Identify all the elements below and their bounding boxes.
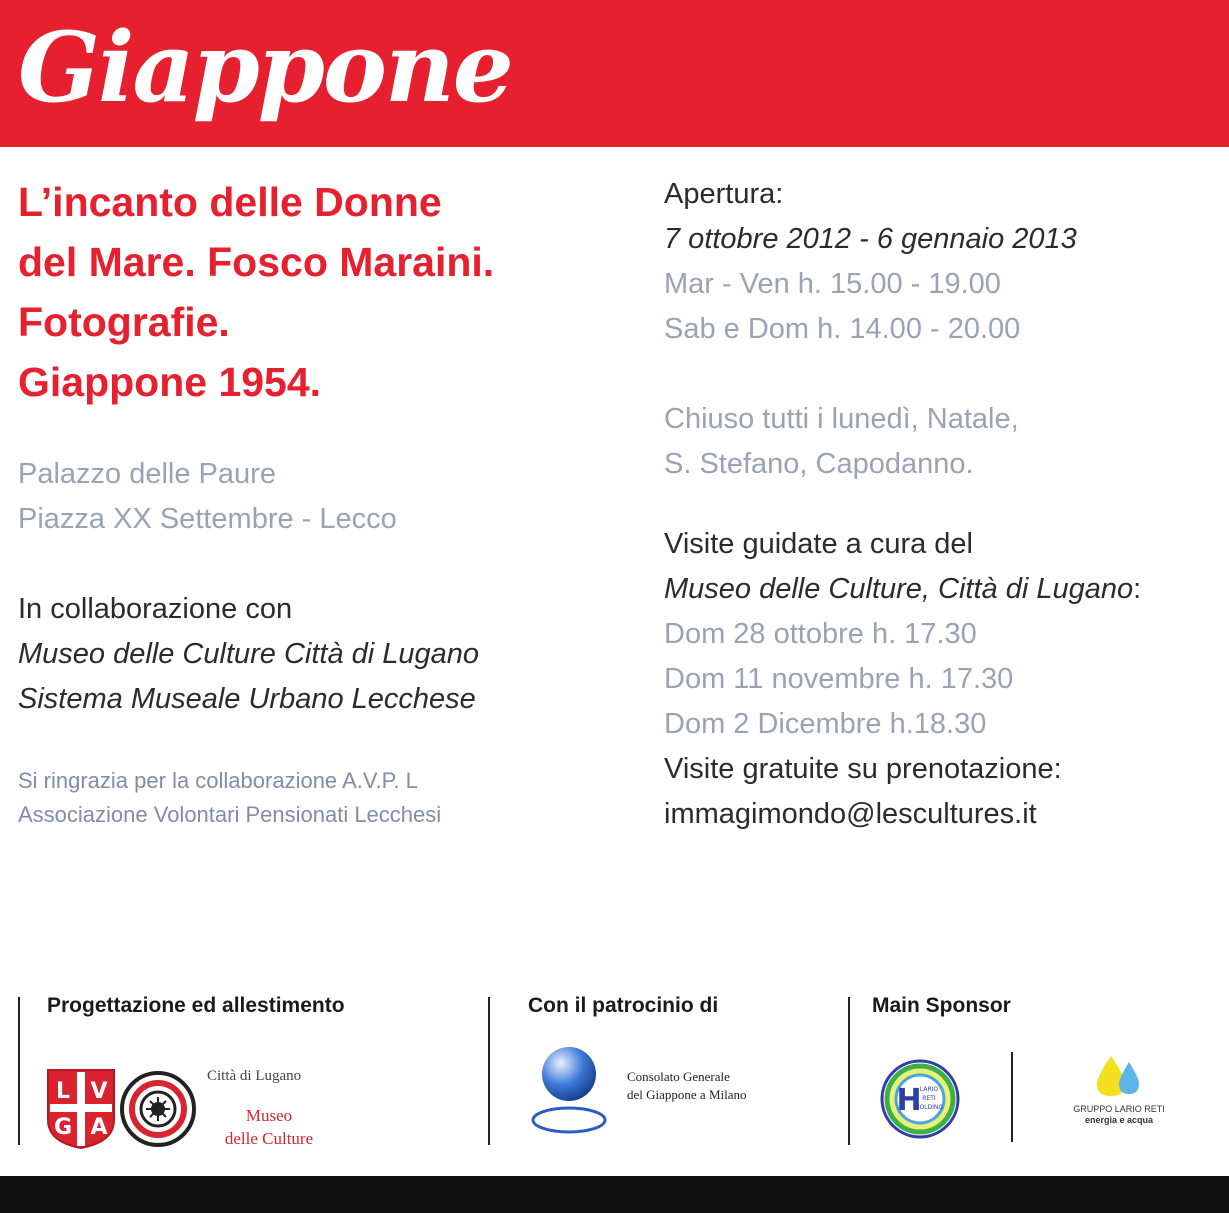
contact-email: immagimondo@lescultures.it <box>664 798 1037 830</box>
guided-museum-line <box>664 567 1141 612</box>
collaboration-partner: Museo delle Culture Città di Lugano <box>18 638 480 670</box>
closure-info <box>664 397 1019 487</box>
museum-name-line: delle Culture <box>224 1129 314 1148</box>
title-line: Fotografie. <box>18 299 230 345</box>
museum-sun-logo-icon <box>119 1070 197 1148</box>
sponsor-heading: Main Sponsor <box>872 994 1011 1017</box>
footer-divider <box>18 997 20 1145</box>
closure-line: S. Stefano, Capodanno. <box>664 448 974 480</box>
exhibition-title <box>18 172 638 412</box>
collaboration <box>18 587 479 722</box>
consulate-line: Consolato Generale <box>627 1069 730 1084</box>
water-drops-icon <box>1093 1054 1143 1100</box>
consulate-name <box>627 1068 747 1104</box>
collaboration-partner: Sistema Museale Urbano Lecchese <box>18 683 476 715</box>
lvga-shield-icon <box>46 1068 116 1150</box>
footer-divider <box>1011 1052 1013 1142</box>
design-heading: Progettazione ed allestimento <box>47 994 345 1017</box>
holding-logo-letter: H <box>896 1083 922 1118</box>
guided-tours <box>664 522 1141 837</box>
guided-date: Dom 28 ottobre h. 17.30 <box>664 618 977 650</box>
opening-dates: 7 ottobre 2012 - 6 gennaio 2013 <box>664 223 1077 255</box>
consulate-line: del Giappone a Milano <box>627 1087 747 1102</box>
acknowledgement-line: Si ringrazia per la collaborazione A.V.P. L <box>18 768 418 793</box>
venue-address: Piazza XX Settembre - Lecco <box>18 503 397 535</box>
brand-title: Giappone <box>18 11 512 124</box>
holding-logo-word: LARIO <box>919 1086 939 1093</box>
opening-label: Apertura: <box>664 178 784 210</box>
guided-colon: : <box>1133 573 1142 605</box>
guided-museum: Museo delle Culture, Città di Lugano <box>664 573 1134 605</box>
venue-name: Palazzo delle Paure <box>18 458 276 490</box>
museum-name <box>207 1104 331 1150</box>
opening-hours: Sab e Dom h. 14.00 - 20.00 <box>664 313 1021 345</box>
guided-date: Dom 2 Dicembre h.18.30 <box>664 708 987 740</box>
holding-logo-word: HOLDING <box>914 1104 944 1111</box>
free-tours-note: Visite gratuite su prenotazione: <box>664 753 1062 785</box>
collaboration-intro: In collaborazione con <box>18 593 293 625</box>
shield-letter: V <box>90 1079 108 1104</box>
lario-reti-group <box>1068 1104 1170 1126</box>
patronage-heading: Con il patrocinio di <box>528 994 719 1017</box>
guided-intro: Visite guidate a cura del <box>664 528 974 560</box>
group-tagline: energia e acqua <box>1084 1115 1154 1125</box>
shield-letter: L <box>55 1079 71 1104</box>
acknowledgement <box>18 764 441 832</box>
guided-date: Dom 11 novembre h. 17.30 <box>664 663 1014 695</box>
shield-letter: A <box>90 1115 108 1140</box>
city-of-lugano: Città di Lugano <box>207 1068 302 1084</box>
consulate-globe-icon <box>529 1044 609 1136</box>
group-name: GRUPPO LARIO RETI <box>1073 1104 1165 1114</box>
title-line: Giappone 1954. <box>18 359 322 405</box>
closure-line: Chiuso tutti i lunedì, Natale, <box>664 403 1019 435</box>
museum-name-line: Museo <box>245 1106 293 1125</box>
shield-letter: G <box>53 1115 73 1140</box>
opening-hours: Mar - Ven h. 15.00 - 19.00 <box>664 268 1001 300</box>
lario-reti-holding-logo-icon <box>879 1058 961 1140</box>
holding-logo-word: RETI <box>922 1095 936 1102</box>
venue <box>18 452 397 542</box>
acknowledgement-line: Associazione Volontari Pensionati Lecchesi <box>18 802 442 827</box>
footer-divider <box>848 997 850 1145</box>
opening-info <box>664 172 1077 352</box>
footer-divider <box>488 997 490 1145</box>
title-line: del Mare. Fosco Maraini. <box>18 239 495 285</box>
footer-bar <box>0 1176 1229 1213</box>
title-line: L’incanto delle Donne <box>18 179 442 225</box>
